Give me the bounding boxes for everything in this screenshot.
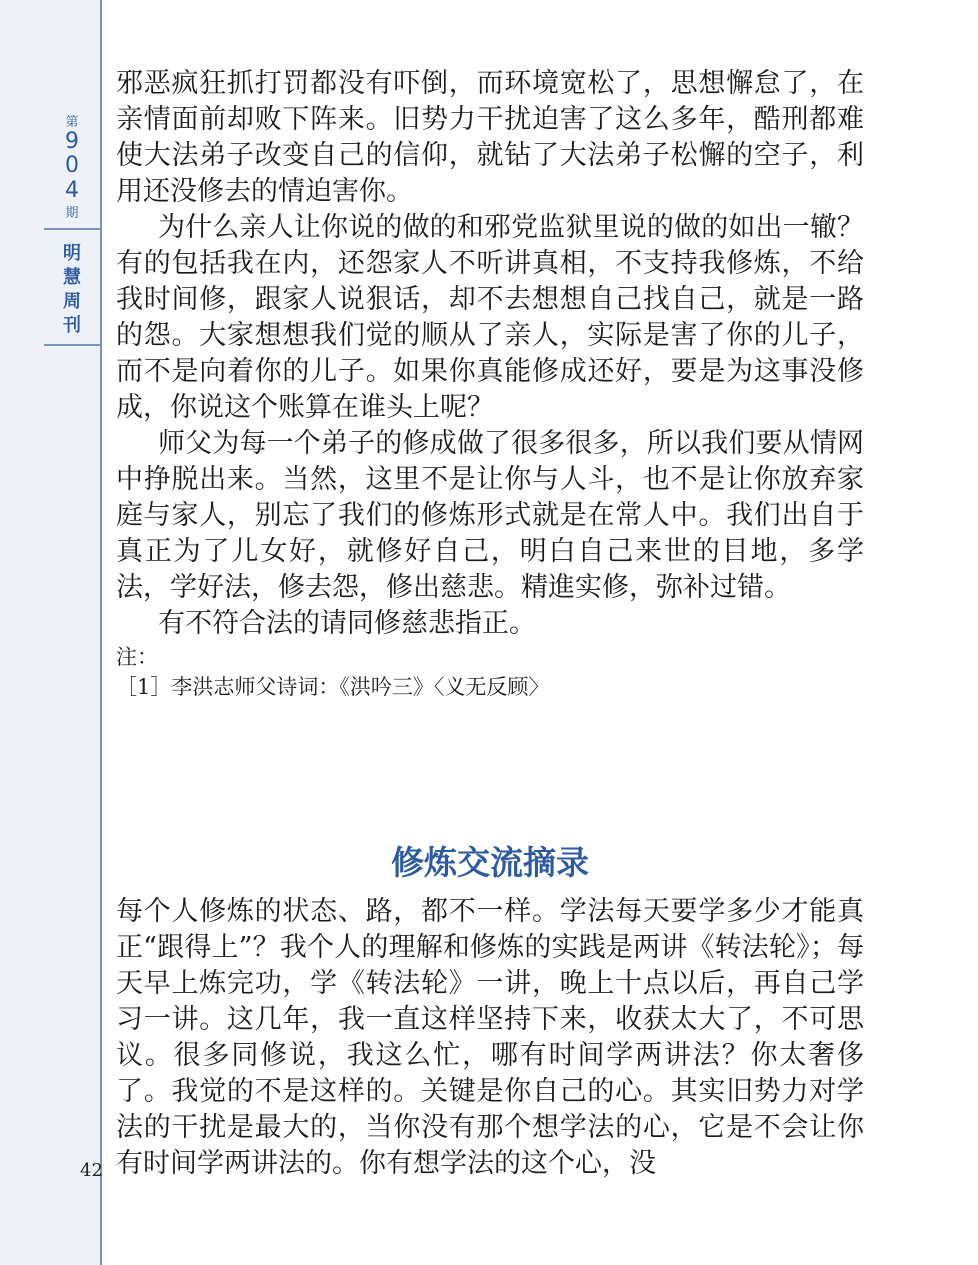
paragraph: 邪恶疯狂抓打罚都没有吓倒，而环境宽松了，思想懈怠了，在亲情面前却败下阵来。旧势力干扰迫害了这么多年，酷刑都难使大法弟子改变自己的信仰，就钻了大法弟子松懈的空子，利用还没修去的情迫害你。 (116, 68, 864, 207)
issue-prefix: 第 (65, 115, 79, 130)
magazine-char: 明 (63, 243, 81, 264)
paragraph: 师父为每一个弟子的修成做了很多很多，所以我们要从情网中挣脱出来。当然，这里不是让你与人斗，也不是让你放弃家庭与家人，别忘了我们的修炼形式就是在常人中。我们出自于真正为了儿女好，就修好自己，明白自己来世的目地，多学法，学好法，修去怨，修出慈悲。精進实修，弥补过错。 (116, 428, 864, 603)
paragraph: 每个人修炼的状态、路，都不一样。学法每天要学多少才能真正“跟得上”？我个人的理解和修炼的实践是两讲《转法轮》；每天早上炼完功，学《转法轮》一讲，晚上十点以后，再自己学习一讲。这几年，我一直这样坚持下来，收获太大了，不可思议。很多同修说，我这么忙，哪有时间学两讲法？你太奢侈了。我觉的不是这样的。关键是你自己的心。其实旧势力对学法的干扰是最大的，当你没有那个想学法的心，它是不会让你有时间学两讲法的。你有想学法的这个心，没 (116, 896, 864, 1179)
issue-digit: 4 (65, 177, 79, 203)
magazine-name (44, 242, 100, 338)
issue-digit: 9 (65, 129, 79, 155)
issue-suffix: 期 (65, 205, 79, 221)
magazine-char: 周 (63, 291, 81, 312)
article2-body (116, 894, 864, 1182)
footnote: ［1］李洪志师父诗词：《洪吟三》〈义无反顾〉 (116, 675, 550, 699)
note-label: 注： (116, 645, 158, 669)
issue-number (44, 112, 100, 221)
paragraph: 有不符合法的请同修慈悲指正。 (158, 608, 536, 639)
article-title: 修炼交流摘录 (391, 843, 589, 882)
article-body (116, 66, 864, 702)
sidebar-divider-bottom (44, 344, 102, 346)
paragraph: 为什么亲人让你说的做的和邪党监狱里说的做的如出一辙？有的包括我在内，还怨家人不听讲真相，不支持我修炼，不给我时间修，跟家人说狠话，却不去想想自己找自己，就是一路的怨。大家想想我们觉的顺从了亲人，实际是害了你的儿子，而不是向着你的儿子。如果你真能修成还好，要是为这事没修成，你说这个账算在谁头上呢？ (116, 212, 864, 423)
magazine-char: 刊 (63, 315, 81, 336)
magazine-char: 慧 (63, 267, 81, 288)
issue-digit: 0 (65, 153, 79, 179)
sidebar-vertical-rule (100, 0, 102, 1265)
sidebar-divider-top (44, 228, 102, 230)
page-number: 42 (80, 1160, 103, 1181)
